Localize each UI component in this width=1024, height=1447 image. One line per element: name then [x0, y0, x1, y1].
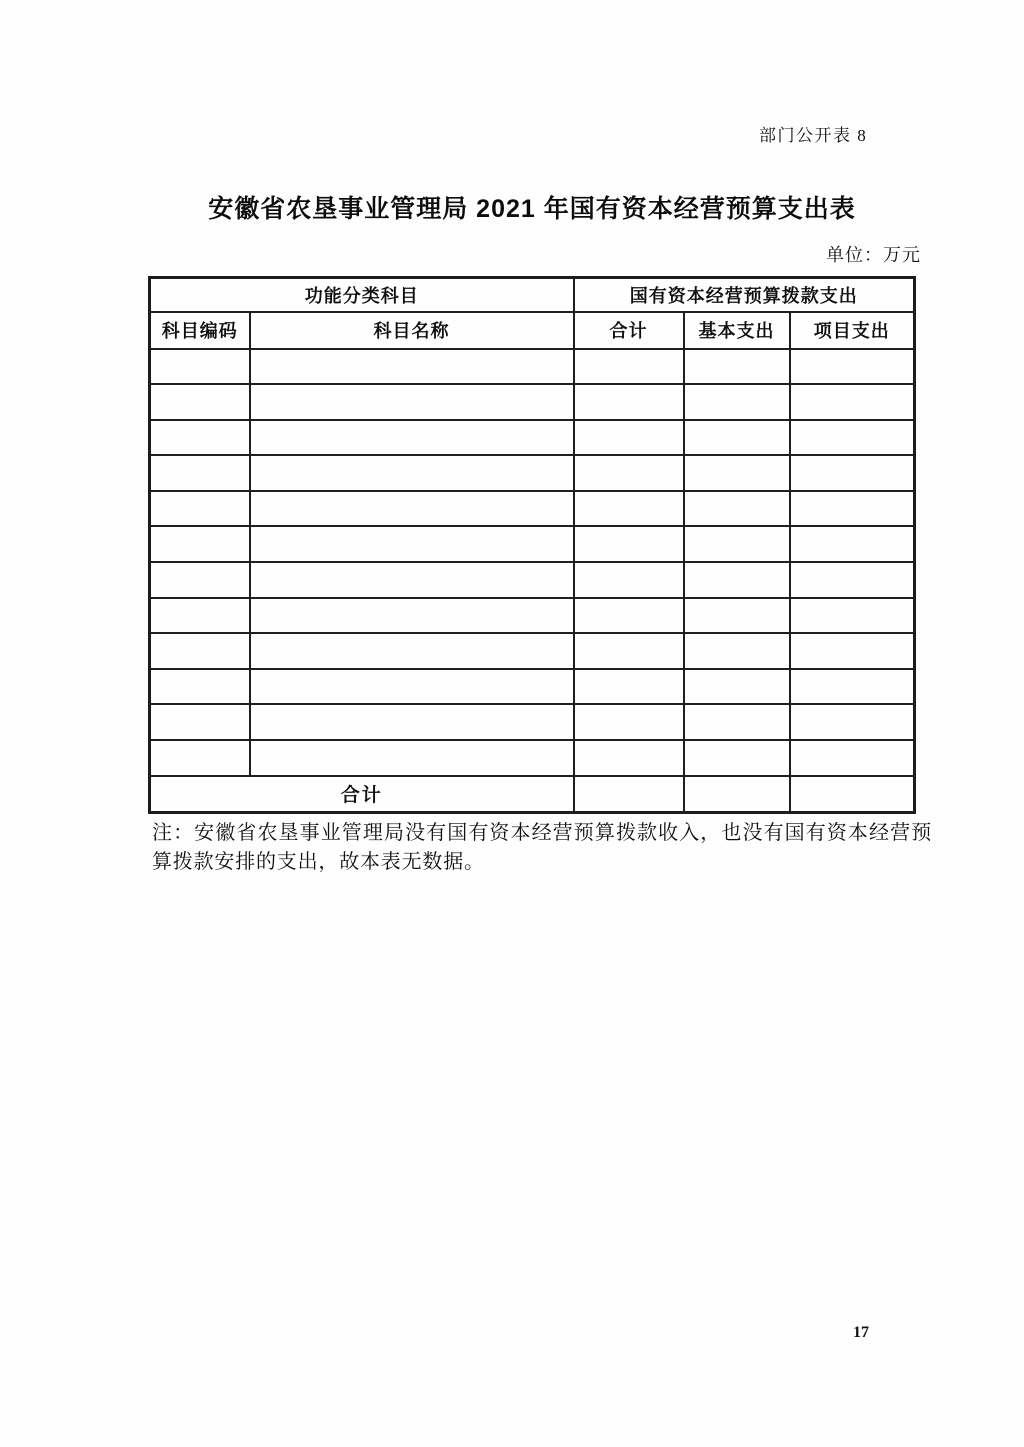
header-total: 合计 [574, 312, 684, 349]
table-row [150, 598, 915, 634]
table-cell-empty [684, 491, 790, 527]
table-row [150, 491, 915, 527]
table-cell-empty [250, 526, 574, 562]
table-cell-empty [250, 420, 574, 456]
table-row [150, 633, 915, 669]
table-cell-empty [250, 455, 574, 491]
budget-table [148, 276, 916, 814]
table-cell-empty [684, 669, 790, 705]
table-cell-empty [150, 704, 250, 740]
table-row [150, 455, 915, 491]
table-row [150, 562, 915, 598]
table-row [150, 349, 915, 385]
table-cell-empty [250, 669, 574, 705]
table-cell-empty [250, 740, 574, 776]
header-basic-expenditure: 基本支出 [684, 312, 790, 349]
table-cell-empty [574, 420, 684, 456]
table-cell-empty [684, 384, 790, 420]
table-cell-empty [684, 740, 790, 776]
table-cell-empty [684, 526, 790, 562]
table-cell-empty [574, 740, 684, 776]
table-row [150, 669, 915, 705]
table-cell-empty [150, 526, 250, 562]
table-cell-empty [684, 704, 790, 740]
table-cell-empty [150, 349, 250, 385]
table-cell-empty [574, 598, 684, 634]
table-cell-empty [790, 562, 915, 598]
table-cell-empty [574, 491, 684, 527]
table-cell-empty [250, 491, 574, 527]
table-cell-empty [150, 669, 250, 705]
table-row [150, 740, 915, 776]
table-cell-empty [684, 455, 790, 491]
table-cell-empty [574, 704, 684, 740]
table-cell-empty [790, 349, 915, 385]
table-cell-empty [790, 598, 915, 634]
table-cell-empty [250, 598, 574, 634]
total-row-total-value [574, 776, 684, 813]
header-project-expenditure: 项目支出 [790, 312, 915, 349]
table-cell-empty [684, 420, 790, 456]
header-functional-group: 功能分类科目 [150, 278, 574, 312]
table-cell-empty [150, 384, 250, 420]
table-cell-empty [250, 633, 574, 669]
table-cell-empty [684, 633, 790, 669]
page-title: 安徽省农垦事业管理局 2021 年国有资本经营预算支出表 [208, 195, 856, 223]
table-cell-empty [684, 598, 790, 634]
table-cell-empty [790, 526, 915, 562]
header-subject-code: 科目编码 [150, 312, 250, 349]
unit-label: 单位：万元 [826, 245, 921, 265]
table-cell-empty [150, 633, 250, 669]
table-cell-empty [574, 669, 684, 705]
table-cell-empty [790, 455, 915, 491]
table-cell-empty [574, 526, 684, 562]
header-budget-group: 国有资本经营预算拨款支出 [574, 278, 915, 312]
total-row [150, 776, 915, 813]
header-subject-name: 科目名称 [250, 312, 574, 349]
table-cell-empty [790, 704, 915, 740]
table-row [150, 384, 915, 420]
total-row-basic-value [684, 776, 790, 813]
table-cell-empty [790, 633, 915, 669]
table-cell-empty [574, 455, 684, 491]
table-row [150, 704, 915, 740]
table-cell-empty [684, 562, 790, 598]
table-cell-empty [250, 349, 574, 385]
table-cell-empty [574, 349, 684, 385]
table-cell-empty [790, 491, 915, 527]
table-cell-empty [250, 384, 574, 420]
corner-label: 部门公开表 8 [759, 126, 868, 145]
table-cell-empty [250, 562, 574, 598]
table-header [150, 278, 915, 349]
total-row-project-value [790, 776, 915, 813]
table-cell-empty [574, 562, 684, 598]
table-cell-empty [790, 420, 915, 456]
table-cell-empty [150, 740, 250, 776]
note-text: 注：安徽省农垦事业管理局没有国有资本经营预算拨款收入，也没有国有资本经营预算拨款安排的支出，故本表无数据。 [152, 822, 932, 873]
header-group-row [150, 278, 915, 312]
table-row [150, 526, 915, 562]
table-body [150, 349, 915, 776]
total-row-label: 合计 [150, 776, 574, 813]
table-cell-empty [684, 349, 790, 385]
table-cell-empty [150, 420, 250, 456]
table-cell-empty [790, 740, 915, 776]
table-cell-empty [790, 669, 915, 705]
table-cell-empty [150, 455, 250, 491]
table-cell-empty [150, 598, 250, 634]
table-cell-empty [150, 491, 250, 527]
table-cell-empty [574, 633, 684, 669]
table-cell-empty [250, 704, 574, 740]
table-cell-empty [150, 562, 250, 598]
page-number: 17 [853, 1324, 869, 1341]
table-row [150, 420, 915, 456]
table-footer [150, 776, 915, 813]
table-cell-empty [790, 384, 915, 420]
header-column-row [150, 312, 915, 349]
table-cell-empty [574, 384, 684, 420]
